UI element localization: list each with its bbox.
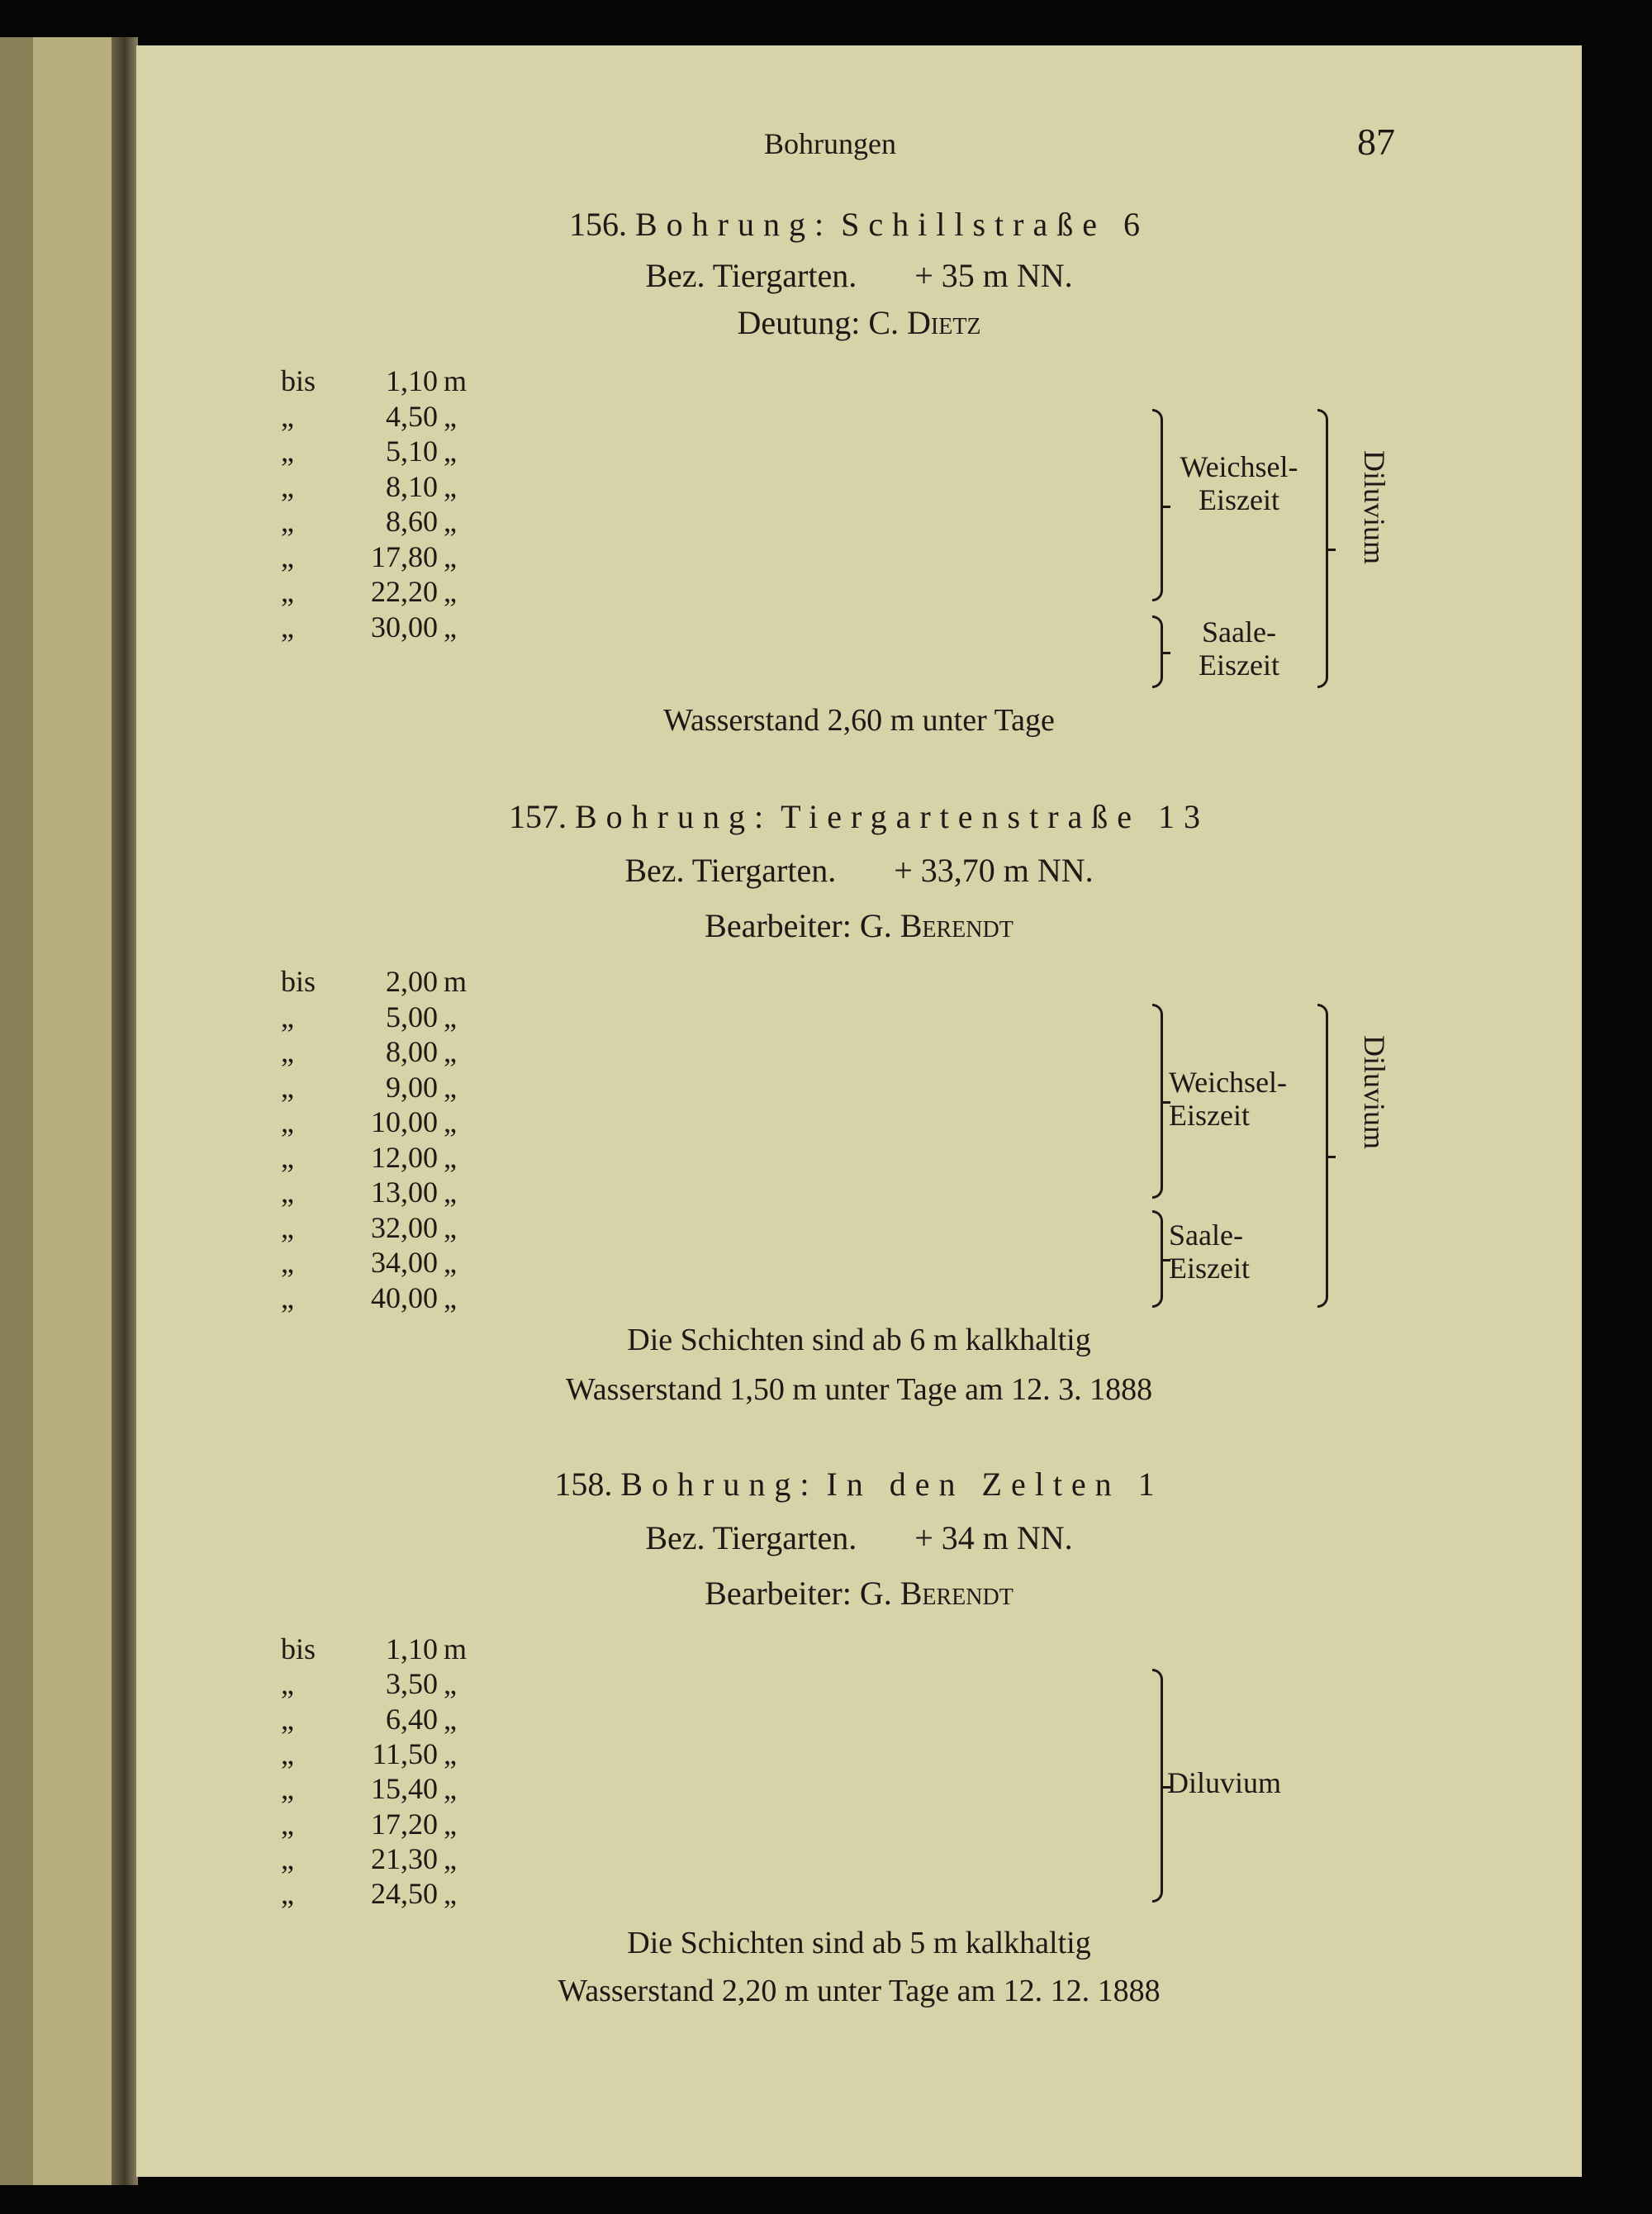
layer-row <box>136 964 1169 1000</box>
bracket-weichsel-157 <box>1152 1004 1163 1199</box>
depth-prefix: „ <box>281 1105 294 1138</box>
book-page <box>136 45 1582 2177</box>
depth-unit: „ <box>444 1807 457 1841</box>
depth-prefix: „ <box>281 1070 294 1104</box>
layer-row <box>136 434 1169 470</box>
depth-value: 34,00 <box>371 1246 438 1279</box>
borehole-street: Tiergartenstraße 13 <box>781 798 1210 835</box>
depth-prefix: „ <box>281 1000 294 1033</box>
layer-row <box>136 1771 1169 1808</box>
borehole-157-location <box>136 851 1582 890</box>
depth-unit: „ <box>444 1105 457 1138</box>
credit-label: Deutung: C. <box>737 304 899 341</box>
depth-value: 8,60 <box>386 505 438 538</box>
depth-value: 21,30 <box>371 1841 438 1875</box>
depth-unit: „ <box>444 1000 457 1033</box>
lime-note-158: Die Schichten sind ab 5 m kalkhaltig <box>627 1926 1091 1960</box>
layer-row <box>136 539 1169 576</box>
depth-prefix: „ <box>281 1737 294 1770</box>
credit-name: Berendt <box>900 907 1014 944</box>
depth-prefix: „ <box>281 1176 294 1209</box>
depth-prefix: „ <box>281 1877 294 1911</box>
period-diluvium-157: Diluvium <box>1358 1035 1391 1150</box>
bracket-diluvium-158 <box>1152 1669 1163 1903</box>
facing-page-edge <box>0 37 112 2185</box>
layer-row <box>136 504 1169 540</box>
depth-prefix: „ <box>281 1702 294 1736</box>
depth-value: 30,00 <box>371 610 438 644</box>
bracket-saale-156 <box>1152 615 1163 688</box>
layer-row <box>136 1666 1169 1703</box>
depth-prefix: „ <box>281 1210 294 1244</box>
depth-prefix: bis <box>281 965 316 998</box>
depth-prefix: „ <box>281 1807 294 1841</box>
depth-unit: „ <box>444 399 457 433</box>
depth-value: 2,00 <box>386 965 438 998</box>
borehole-number: 158. <box>554 1466 613 1503</box>
borehole-156-title <box>136 205 1582 244</box>
depth-unit: „ <box>444 1772 457 1806</box>
borehole-157-credit <box>136 906 1582 945</box>
borehole-street: Schillstraße 6 <box>841 206 1149 243</box>
depth-value: 17,80 <box>371 539 438 573</box>
depth-prefix: „ <box>281 1841 294 1875</box>
depth-prefix: bis <box>281 1632 316 1665</box>
depth-value: 10,00 <box>371 1105 438 1138</box>
borehole-street: In den Zelten 1 <box>826 1466 1164 1503</box>
page-number: 87 <box>1357 121 1395 163</box>
depth-value: 11,50 <box>372 1737 438 1770</box>
depth-unit: „ <box>444 469 457 503</box>
depth-value: 1,10 <box>386 1632 438 1665</box>
depth-unit: „ <box>444 1737 457 1770</box>
borehole-number: 157. <box>508 798 567 835</box>
depth-unit: m <box>444 965 468 998</box>
borehole-158-title <box>136 1465 1582 1504</box>
borehole-156-credit <box>136 303 1582 342</box>
depth-unit: „ <box>444 505 457 538</box>
depth-value: 24,50 <box>371 1877 438 1911</box>
depth-unit: „ <box>444 1877 457 1911</box>
borehole-label: Bohrung: <box>574 798 773 835</box>
depth-prefix: „ <box>281 505 294 538</box>
depth-unit: „ <box>444 1140 457 1174</box>
elevation: + 33,70 m NN. <box>894 852 1094 889</box>
depth-value: 15,40 <box>371 1772 438 1806</box>
depth-unit: „ <box>444 1176 457 1209</box>
depth-value: 4,50 <box>386 399 438 433</box>
depth-value: 1,10 <box>386 364 438 397</box>
depth-prefix: „ <box>281 1280 294 1314</box>
depth-unit: „ <box>444 1667 457 1701</box>
depth-value: 40,00 <box>371 1280 438 1314</box>
elevation: + 35 m NN. <box>914 257 1073 294</box>
depth-value: 5,10 <box>386 435 438 468</box>
depth-unit: „ <box>444 1210 457 1244</box>
depth-prefix: „ <box>281 399 294 433</box>
borehole-label: Bohrung: <box>620 1466 819 1503</box>
layer-row <box>136 1245 1169 1281</box>
depth-unit: „ <box>444 1702 457 1736</box>
borehole-label: Bohrung: <box>635 206 833 243</box>
layer-row <box>136 1841 1169 1878</box>
layer-row <box>136 399 1169 435</box>
depth-value: 3,50 <box>386 1667 438 1701</box>
layer-row <box>136 1807 1169 1843</box>
depth-unit: „ <box>444 575 457 608</box>
depth-value: 8,10 <box>386 469 438 503</box>
credit-name: Berendt <box>900 1575 1014 1612</box>
depth-prefix: „ <box>281 1667 294 1701</box>
layer-row <box>136 1105 1169 1141</box>
layer-row <box>136 1632 1169 1668</box>
depth-unit: „ <box>444 1280 457 1314</box>
borehole-156-location <box>136 256 1582 295</box>
borehole-number: 156. <box>569 206 627 243</box>
depth-value: 12,00 <box>371 1140 438 1174</box>
layer-row <box>136 574 1169 611</box>
bracket-diluvium-157 <box>1317 1004 1328 1308</box>
depth-prefix: „ <box>281 575 294 608</box>
depth-value: 6,40 <box>386 1702 438 1736</box>
depth-unit: „ <box>444 539 457 573</box>
layer-row <box>136 1280 1169 1317</box>
layer-row <box>136 1070 1169 1106</box>
water-level-156: Wasserstand 2,60 m unter Tage <box>663 703 1055 738</box>
group-saale-156: Saale- Eiszeit <box>1199 615 1279 682</box>
depth-unit: „ <box>444 435 457 468</box>
district: Bez. Tiergarten. <box>645 1519 857 1556</box>
water-level-158: Wasserstand 2,20 m unter Tage am 12. 12. 1888 <box>558 1974 1161 2008</box>
depth-prefix: „ <box>281 1035 294 1068</box>
layer-row <box>136 469 1169 506</box>
depth-value: 32,00 <box>371 1210 438 1244</box>
layer-row <box>136 1000 1169 1036</box>
district: Bez. Tiergarten. <box>624 852 837 889</box>
borehole-158-location <box>136 1518 1582 1557</box>
credit-label: Bearbeiter: G. <box>705 907 892 944</box>
depth-value: 9,00 <box>386 1070 438 1104</box>
group-weichsel-156: Weichsel- Eiszeit <box>1180 450 1298 516</box>
depth-unit: „ <box>444 1841 457 1875</box>
group-saale-157: Saale- Eiszeit <box>1169 1219 1250 1285</box>
group-diluvium-158: Diluvium <box>1167 1766 1282 1799</box>
depth-unit: „ <box>444 1246 457 1279</box>
borehole-157-title <box>136 797 1582 836</box>
layer-row <box>136 610 1169 646</box>
book-gutter <box>112 37 138 2185</box>
credit-name: Dietz <box>907 304 981 341</box>
lime-note-157: Die Schichten sind ab 6 m kalkhaltig <box>627 1323 1091 1357</box>
group-weichsel-157: Weichsel- Eiszeit <box>1169 1066 1288 1132</box>
depth-prefix: „ <box>281 435 294 468</box>
depth-value: 8,00 <box>386 1035 438 1068</box>
layer-row <box>136 1175 1169 1211</box>
running-title: Bohrungen <box>764 127 896 160</box>
depth-prefix: „ <box>281 610 294 644</box>
water-level-157: Wasserstand 1,50 m unter Tage am 12. 3. 1888 <box>565 1372 1153 1407</box>
layer-row <box>136 1702 1169 1738</box>
depth-prefix: bis <box>281 364 316 397</box>
credit-label: Bearbeiter: G. <box>705 1575 892 1612</box>
depth-prefix: „ <box>281 1140 294 1174</box>
depth-unit: „ <box>444 610 457 644</box>
elevation: + 34 m NN. <box>914 1519 1073 1556</box>
layer-row <box>136 1876 1169 1912</box>
bracket-saale-157 <box>1152 1210 1163 1308</box>
depth-prefix: „ <box>281 1772 294 1806</box>
layer-row <box>136 363 1169 400</box>
depth-value: 13,00 <box>371 1176 438 1209</box>
depth-value: 22,20 <box>371 575 438 608</box>
depth-unit: „ <box>444 1035 457 1068</box>
bracket-weichsel-156 <box>1152 409 1163 601</box>
period-diluvium-156: Diluvium <box>1358 450 1391 565</box>
depth-prefix: „ <box>281 1246 294 1279</box>
layer-row <box>136 1210 1169 1247</box>
district: Bez. Tiergarten. <box>645 257 857 294</box>
borehole-158-credit <box>136 1574 1582 1613</box>
layer-row <box>136 1737 1169 1773</box>
depth-prefix: „ <box>281 469 294 503</box>
running-header <box>136 121 1582 176</box>
depth-value: 17,20 <box>371 1807 438 1841</box>
layer-row <box>136 1140 1169 1176</box>
depth-value: 5,00 <box>386 1000 438 1033</box>
depth-unit: m <box>444 364 468 397</box>
layer-row <box>136 1034 1169 1071</box>
depth-prefix: „ <box>281 539 294 573</box>
bracket-diluvium-156 <box>1317 409 1328 688</box>
depth-unit: m <box>444 1632 468 1665</box>
depth-unit: „ <box>444 1070 457 1104</box>
